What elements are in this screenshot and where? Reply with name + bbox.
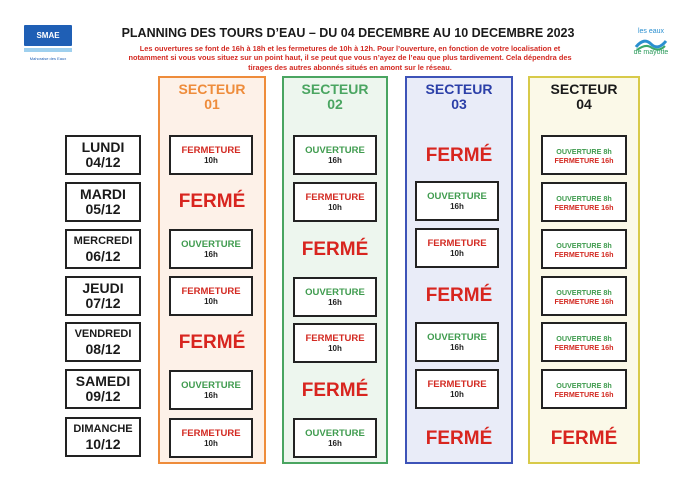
day-date: 05/12	[85, 201, 121, 217]
sector-03-title	[407, 82, 511, 112]
closed-label: FERMÉ	[178, 332, 246, 353]
day-name: VENDREDI	[74, 328, 132, 340]
cell-open-line: OUVERTURE 8h	[556, 194, 612, 203]
sector-01-title	[160, 82, 264, 112]
schedule-cell	[541, 369, 627, 409]
day-lundi	[65, 135, 141, 175]
smae-logo	[24, 25, 72, 61]
schedule-cell	[541, 322, 627, 362]
sector-04-title	[530, 82, 638, 112]
day-mercredi	[65, 229, 141, 269]
cell-status: OUVERTURE	[305, 287, 365, 298]
cell-hour: 16h	[328, 156, 342, 165]
smae-logo-wave	[24, 48, 72, 52]
sector-label: SECTEUR	[301, 81, 369, 97]
cell-status: OUVERTURE	[305, 428, 365, 439]
cell-status: OUVERTURE	[181, 239, 241, 250]
logo-right-line2: de mayotte	[633, 49, 669, 56]
closed-label: FERMÉ	[425, 285, 493, 306]
smae-logo-tagline: Mahoraise des Eaux	[29, 56, 67, 61]
cell-status: OUVERTURE	[427, 191, 487, 202]
cell-hour: 10h	[450, 249, 464, 258]
cell-status: FERMETURE	[427, 238, 487, 249]
day-date: 06/12	[85, 248, 121, 264]
cell-close-line: FERMETURE 16h	[554, 297, 614, 306]
schedule-cell	[169, 418, 253, 458]
day-date: 10/12	[85, 436, 121, 452]
day-mardi	[65, 182, 141, 222]
notice-line: Les ouvertures se font de 16h à 18h et les fermetures de 10h à 12h. Pour l’ouverture, en fonction de votre localisation et	[139, 44, 561, 53]
schedule-cell	[541, 182, 627, 222]
closed-label: FERMÉ	[178, 191, 246, 212]
cell-status: OUVERTURE	[305, 145, 365, 156]
cell-hour: 10h	[204, 297, 218, 306]
schedule-cell	[293, 135, 377, 175]
cell-close-line: FERMETURE 16h	[554, 156, 614, 165]
page-title: PLANNING DES TOURS D’EAU – DU 04 DECEMBRE AU 10 DECEMBRE 2023	[121, 26, 575, 40]
cell-hour: 16h	[450, 343, 464, 352]
day-name: SAMEDI	[75, 373, 131, 389]
cell-hour: 10h	[450, 390, 464, 399]
eaux-de-mayotte-logo	[628, 28, 674, 56]
cell-hour: 10h	[204, 156, 218, 165]
sector-label: SECTEUR	[178, 81, 246, 97]
day-name: MERCREDI	[73, 235, 133, 247]
day-jeudi	[65, 276, 141, 316]
closed-label: FERMÉ	[550, 428, 618, 449]
cell-hour: 16h	[328, 298, 342, 307]
day-date: 04/12	[85, 154, 121, 170]
notice-line: tirages des autres abonnés situés en amont sur le réseau.	[248, 62, 452, 72]
closed-label: FERMÉ	[425, 145, 493, 166]
cell-open-line: OUVERTURE 8h	[556, 334, 612, 343]
schedule-cell	[415, 228, 499, 268]
cell-open-line: OUVERTURE 8h	[556, 381, 612, 390]
cell-hour: 10h	[328, 203, 342, 212]
closed-label: FERMÉ	[425, 428, 493, 449]
day-date: 08/12	[85, 341, 121, 357]
cell-status: OUVERTURE	[427, 332, 487, 343]
schedule-cell	[169, 276, 253, 316]
cell-close-line: FERMETURE 16h	[554, 250, 614, 259]
schedule-cell	[293, 323, 377, 363]
cell-hour: 16h	[204, 250, 218, 259]
schedule-cell	[415, 322, 499, 362]
schedule-cell	[541, 135, 627, 175]
schedule-cell	[415, 181, 499, 221]
day-vendredi	[65, 322, 141, 362]
cell-status: FERMETURE	[181, 428, 241, 439]
cell-status: FERMETURE	[427, 379, 487, 390]
notice-text	[96, 44, 604, 72]
schedule-cell	[293, 277, 377, 317]
schedule-cell	[541, 229, 627, 269]
cell-status: FERMETURE	[181, 145, 241, 156]
cell-close-line: FERMETURE 16h	[554, 203, 614, 212]
day-name: JEUDI	[82, 280, 124, 296]
day-samedi	[65, 369, 141, 409]
day-dimanche	[65, 417, 141, 457]
cell-hour: 16h	[450, 202, 464, 211]
cell-close-line: FERMETURE 16h	[554, 343, 614, 352]
cell-status: FERMETURE	[305, 192, 365, 203]
cell-close-line: FERMETURE 16h	[554, 390, 614, 399]
cell-open-line: OUVERTURE 8h	[556, 241, 612, 250]
sector-number: 01	[204, 96, 220, 112]
schedule-cell	[293, 418, 377, 458]
sector-number: 04	[576, 96, 592, 112]
day-name: LUNDI	[81, 139, 125, 155]
cell-status: FERMETURE	[181, 286, 241, 297]
cell-status: FERMETURE	[305, 333, 365, 344]
sector-label: SECTEUR	[425, 81, 493, 97]
day-name: MARDI	[80, 186, 126, 202]
cell-hour: 10h	[204, 439, 218, 448]
sector-number: 03	[451, 96, 467, 112]
schedule-cell	[169, 370, 253, 410]
cell-status: OUVERTURE	[181, 380, 241, 391]
closed-label: FERMÉ	[301, 239, 369, 260]
notice-line: notamment si vous vous situez sur un point haut, il se peut que vous n’ayez de l’eau que plus tardivement. Cela dépendra des	[128, 53, 572, 63]
sector-02-title	[284, 82, 386, 112]
smae-logo-name: SMAE	[24, 25, 72, 46]
cell-hour: 16h	[328, 439, 342, 448]
schedule-cell	[169, 135, 253, 175]
sector-number: 02	[327, 96, 343, 112]
water-wave-icon	[634, 37, 668, 53]
day-date: 09/12	[85, 388, 121, 404]
schedule-cell	[169, 229, 253, 269]
closed-label: FERMÉ	[301, 380, 369, 401]
cell-hour: 16h	[204, 391, 218, 400]
day-date: 07/12	[85, 295, 121, 311]
cell-hour: 10h	[328, 344, 342, 353]
logo-right-line1: les eaux	[637, 28, 665, 35]
cell-open-line: OUVERTURE 8h	[556, 147, 612, 156]
day-name: DIMANCHE	[73, 423, 133, 435]
cell-open-line: OUVERTURE 8h	[556, 288, 612, 297]
sector-label: SECTEUR	[550, 81, 618, 97]
schedule-cell	[541, 276, 627, 316]
schedule-cell	[293, 182, 377, 222]
schedule-cell	[415, 369, 499, 409]
